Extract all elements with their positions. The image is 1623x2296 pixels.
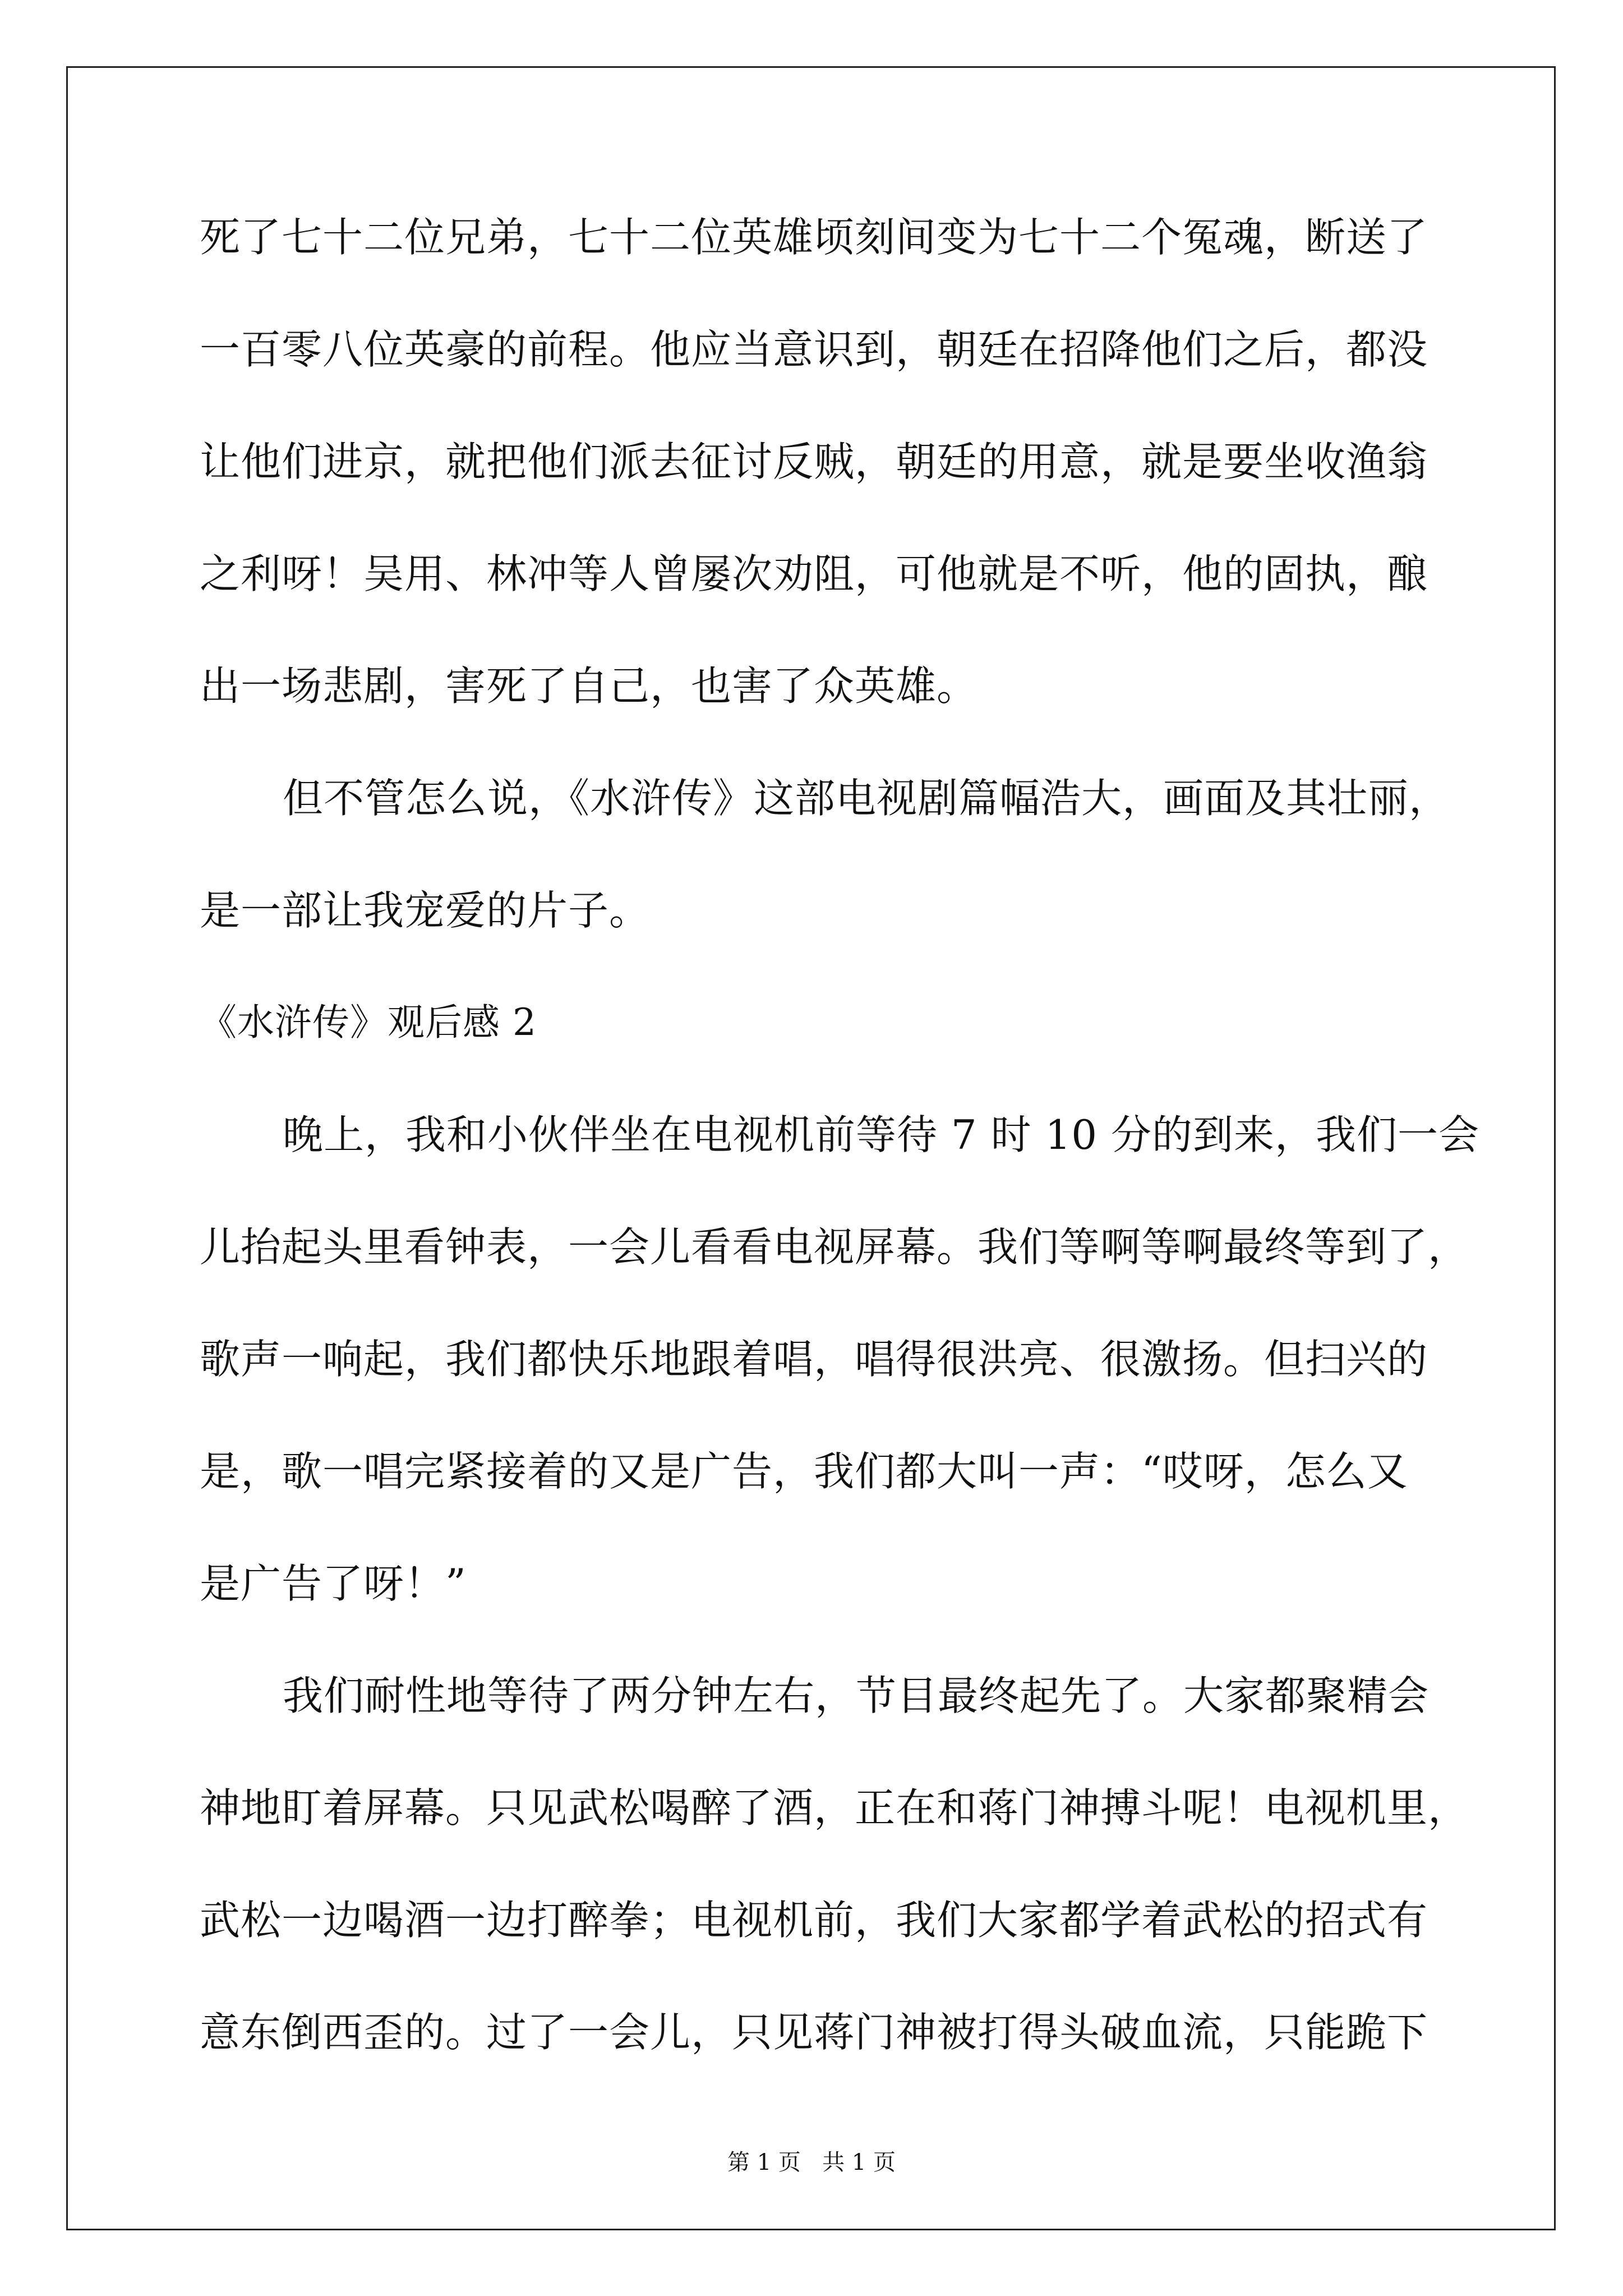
text-line: 是广告了呀！” <box>200 1560 467 1607</box>
text-line: 一百零八位英豪的前程。他应当意识到，朝廷在招降他们之后，都没 <box>200 326 1428 373</box>
text-line: 之利呀！吴用、林冲等人曾屡次劝阻，可他就是不听，他的固执，酿 <box>200 550 1428 597</box>
text-line: 歌声一响起，我们都快乐地跟着唱，唱得很洪亮、很激扬。但扫兴的 <box>200 1336 1428 1383</box>
text-line: 儿抬起头里看钟表，一会儿看看电视屏幕。我们等啊等啊最终等到了， <box>200 1223 1469 1271</box>
text-line: 出一场悲剧，害死了自己，也害了众英雄。 <box>200 662 978 710</box>
paragraph-start-line: 我们耐性地等待了两分钟左右，节目最终起先了。大家都聚精会 <box>283 1672 1430 1719</box>
paragraph-start-line: 晚上，我和小伙伴坐在电视机前等待 7 时 10 分的到来，我们一会 <box>283 1111 1479 1158</box>
text-line: 神地盯着屏幕。只见武松喝醉了酒，正在和蒋门神搏斗呢！电视机里， <box>200 1784 1469 1832</box>
paragraph-start-line: 但不管怎么说，《水浒传》这部电视剧篇幅浩大，画面及其壮丽， <box>283 775 1450 822</box>
text-line: 意东倒西歪的。过了一会儿，只见蒋门神被打得头破血流，只能跪下 <box>200 2009 1428 2056</box>
section-heading: 《水浒传》观后感 2 <box>200 1001 537 1044</box>
text-line: 是，歌一唱完紧接着的又是广告，我们都大叫一声：“哎呀，怎么又 <box>200 1448 1408 1495</box>
text-line: 死了七十二位兄弟，七十二位英雄顷刻间变为七十二个冤魂，断送了 <box>200 214 1428 261</box>
text-line: 让他们进京，就把他们派去征讨反贼，朝廷的用意，就是要坐收渔翁 <box>200 438 1428 485</box>
page-footer: 第 1 页 共 1 页 <box>727 2150 896 2175</box>
text-line: 武松一边喝酒一边打醉拳；电视机前，我们大家都学着武松的招式有 <box>200 1897 1428 1944</box>
document-body <box>200 206 1479 2114</box>
text-line: 是一部让我宠爱的片子。 <box>200 887 651 934</box>
